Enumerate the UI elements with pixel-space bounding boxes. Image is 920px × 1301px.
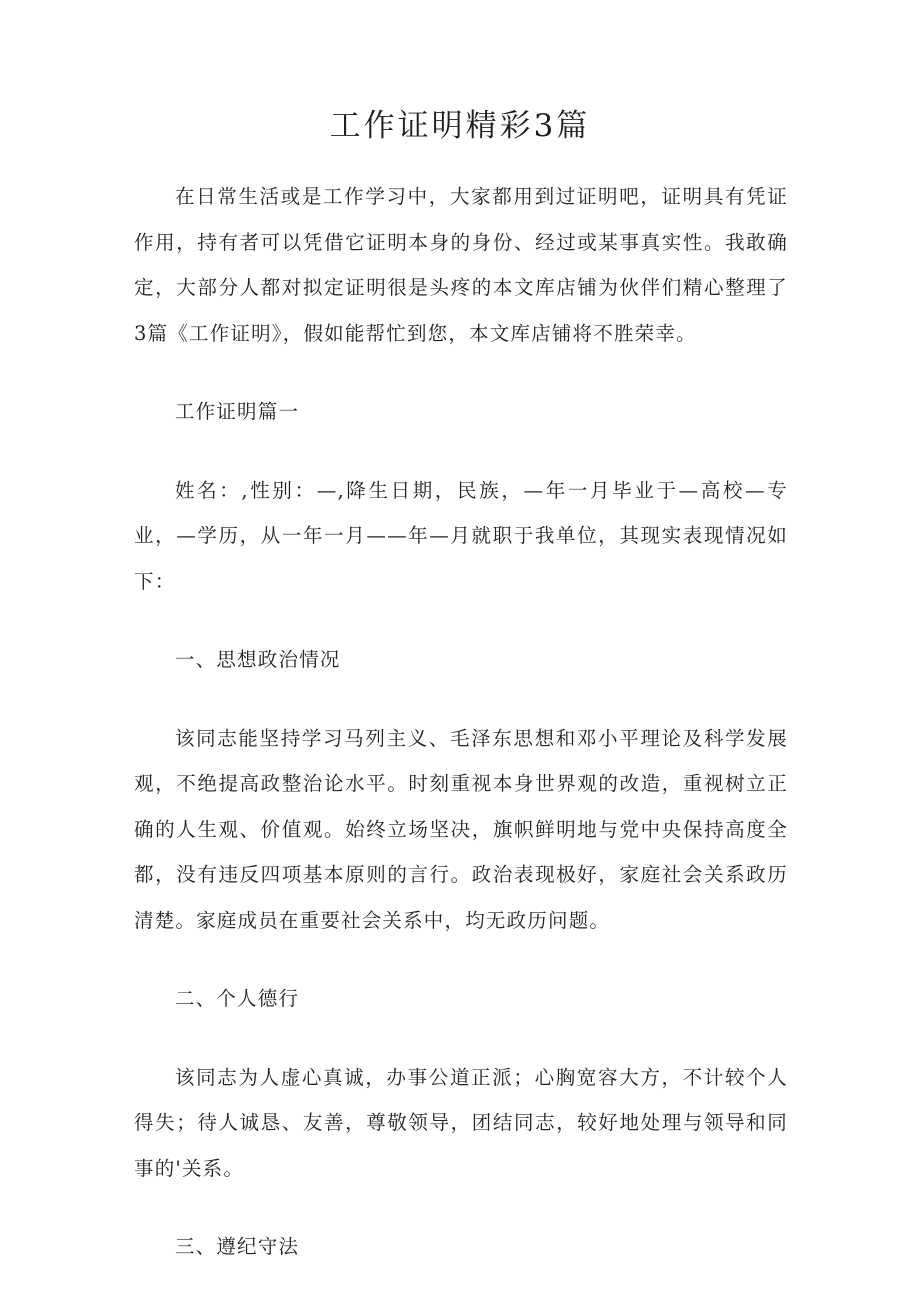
spacer bbox=[134, 604, 788, 637]
spacer bbox=[134, 1022, 788, 1055]
spacer bbox=[134, 356, 788, 389]
basic-info-paragraph: 姓名：,性别：—,降生日期，民族，—年一月毕业于—高校—专业，—学历，从一年一月——年—月就职于我单位，其现实表现情况如下： bbox=[134, 478, 788, 593]
section-heading-discipline: 三、遵纪守法 bbox=[174, 1235, 300, 1258]
spacer bbox=[134, 435, 788, 468]
section-heading-politics: 一、思想政治情况 bbox=[174, 648, 341, 671]
section-body-politics: 该同志能坚持学习马列主义、毛泽东思想和邓小平理论及科学发展观，不绝提高政整治论水平。时刻重视本身世界观的改造，重视树立正确的人生观、价值观。始终立场坚决，旗帜鲜明地与党中央保持高度全都，没有违反四项基本原则的言行。政治表现极好，家庭社会关系政历清楚。家庭成员在重要社会关系中，均无政历问题。 bbox=[134, 726, 788, 932]
section-title: 工作证明篇一 bbox=[174, 400, 300, 423]
section-heading-morality: 二、个人德行 bbox=[174, 987, 300, 1010]
spacer bbox=[134, 683, 788, 716]
spacer bbox=[134, 943, 788, 976]
section-body-morality: 该同志为人虚心真诚，办事公道正派；心胸宽容大方，不计较个人得失；待人诚恳、友善，尊敬领导，团结同志，较好地处理与领导和同事的'关系。 bbox=[134, 1065, 788, 1180]
document-body bbox=[134, 174, 788, 1270]
spacer bbox=[134, 1191, 788, 1224]
document-title: 工作证明精彩3篇 bbox=[329, 108, 591, 144]
intro-paragraph: 在日常生活或是工作学习中，大家都用到过证明吧，证明具有凭证作用，持有者可以凭借它证明本身的身份、经过或某事真实性。我敢确定，大部分人都对拟定证明很是头疼的本文库店铺为伙伴们精心整理了3篇《工作证明》，假如能帮忙到您，本文库店铺将不胜荣幸。 bbox=[134, 185, 788, 345]
